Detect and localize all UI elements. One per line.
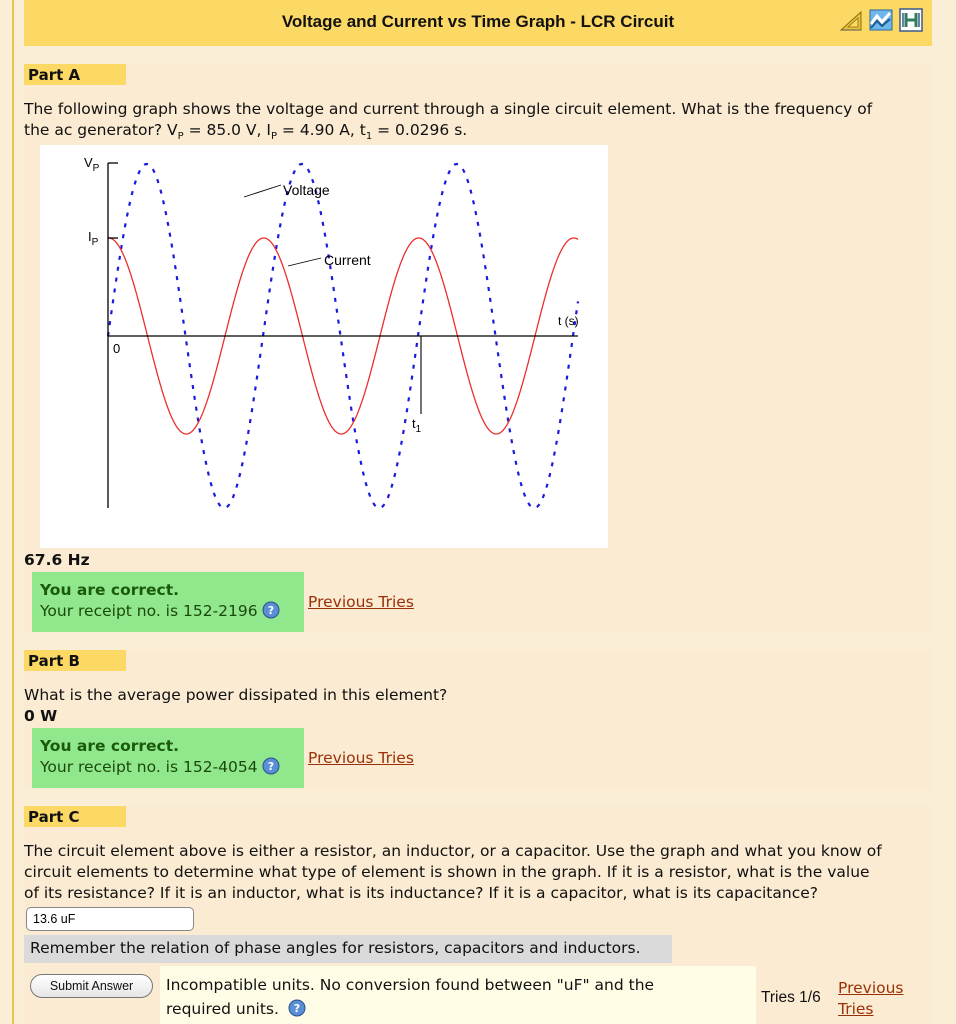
origin-label: 0 (113, 341, 121, 356)
vp-sub: P (177, 131, 184, 143)
vp-axis-label: $V_P$ (84, 155, 100, 174)
t1-label: $t_1$ (412, 416, 422, 435)
help-icon[interactable] (288, 999, 306, 1017)
graph-icon[interactable] (868, 6, 894, 34)
part-b-section (24, 650, 932, 790)
title-bar (24, 0, 932, 46)
part-a-receipt-text: Your receipt no. is 152-2196 (40, 602, 258, 620)
part-a-section (24, 64, 932, 632)
previous-label-1: Previous (838, 979, 904, 997)
part-a-question-line2: the ac generator? V (24, 121, 178, 139)
header-icons (838, 6, 924, 34)
ip-sub: P (270, 131, 277, 143)
submit-answer-button[interactable]: Submit Answer (30, 974, 153, 998)
part-c-question-line3: of its resistance? If it is an inductor, what is its inductance? If it is a capacitor, what is its capacitance? (24, 884, 818, 902)
help-icon[interactable] (262, 601, 280, 619)
left-border-line (12, 0, 14, 1024)
part-b-label: Part B (24, 650, 126, 671)
previous-label-2: Tries (838, 1000, 874, 1018)
vi-graph-svg (40, 145, 608, 548)
part-c-question-line1: The circuit element above is either a resistor, an inductor, or a capacitor. Use the graph and what you know of (24, 842, 882, 860)
part-c-label: Part C (24, 806, 126, 827)
part-b-previous-tries-link[interactable]: Previous Tries (308, 749, 414, 767)
tries-counter: Tries 1/6 (761, 989, 821, 1006)
feedback-line2: required units. (166, 1000, 279, 1018)
t-axis-label: t (s) (558, 314, 579, 328)
part-a-answer: 67.6 Hz (24, 551, 90, 569)
voltage-leader-line (244, 185, 281, 197)
part-b-receipt-text: Your receipt no. is 152-4054 (40, 758, 258, 776)
part-a-question-vp-value: = 85.0 V, I (183, 121, 271, 139)
part-a-question-line1: The following graph shows the voltage and current through a single circuit element. What is the frequency of (24, 100, 873, 118)
voltage-label: Voltage (283, 182, 330, 198)
svg-text:?: ? (267, 604, 274, 617)
part-a-question-t1-value: = 0.0296 s. (372, 121, 468, 139)
part-a-previous-tries-link[interactable]: Previous Tries (308, 593, 414, 611)
part-a-correct-title: You are correct. (40, 581, 180, 599)
hint-ruler-icon[interactable] (838, 6, 864, 34)
part-a-label: Part A (24, 64, 126, 85)
feedback-line1: Incompatible units. No conversion found between "uF" and the (166, 976, 655, 994)
part-a-correct-box (32, 572, 304, 632)
hint-box: Remember the relation of phase angles for resistors, capacitors and inductors. (24, 935, 672, 963)
help-icon[interactable] (262, 757, 280, 775)
capacitance-input[interactable] (26, 907, 194, 931)
part-a-question-ip-value: = 4.90 A, t (276, 121, 366, 139)
part-c-question (24, 841, 882, 904)
page-title: Voltage and Current vs Time Graph - LCR Circuit (281, 12, 675, 31)
part-b-answer: 0 W (24, 707, 58, 725)
part-c-question-line2: circuit elements to determine what type of element is shown in the graph. If it is a resistor, what is the value (24, 863, 870, 881)
help-h-icon[interactable] (898, 6, 924, 34)
left-margin (0, 0, 22, 1024)
part-b-receipt (40, 757, 304, 778)
ip-axis-label: $I_P$ (88, 229, 99, 248)
part-a-question (24, 99, 872, 147)
part-b-correct-title: You are correct. (40, 737, 180, 755)
part-b-correct-box (32, 728, 304, 788)
current-leader-line (288, 258, 321, 266)
part-a-receipt (40, 601, 304, 622)
part-b-question: What is the average power dissipated in this element? (24, 686, 448, 704)
svg-text:?: ? (267, 760, 274, 773)
current-label: Current (324, 252, 371, 268)
t1-sub: 1 (365, 131, 373, 143)
feedback-box (160, 966, 756, 1024)
vi-graph (40, 145, 608, 548)
part-c-previous-tries-link[interactable] (838, 978, 904, 1020)
svg-text:?: ? (293, 1002, 301, 1015)
